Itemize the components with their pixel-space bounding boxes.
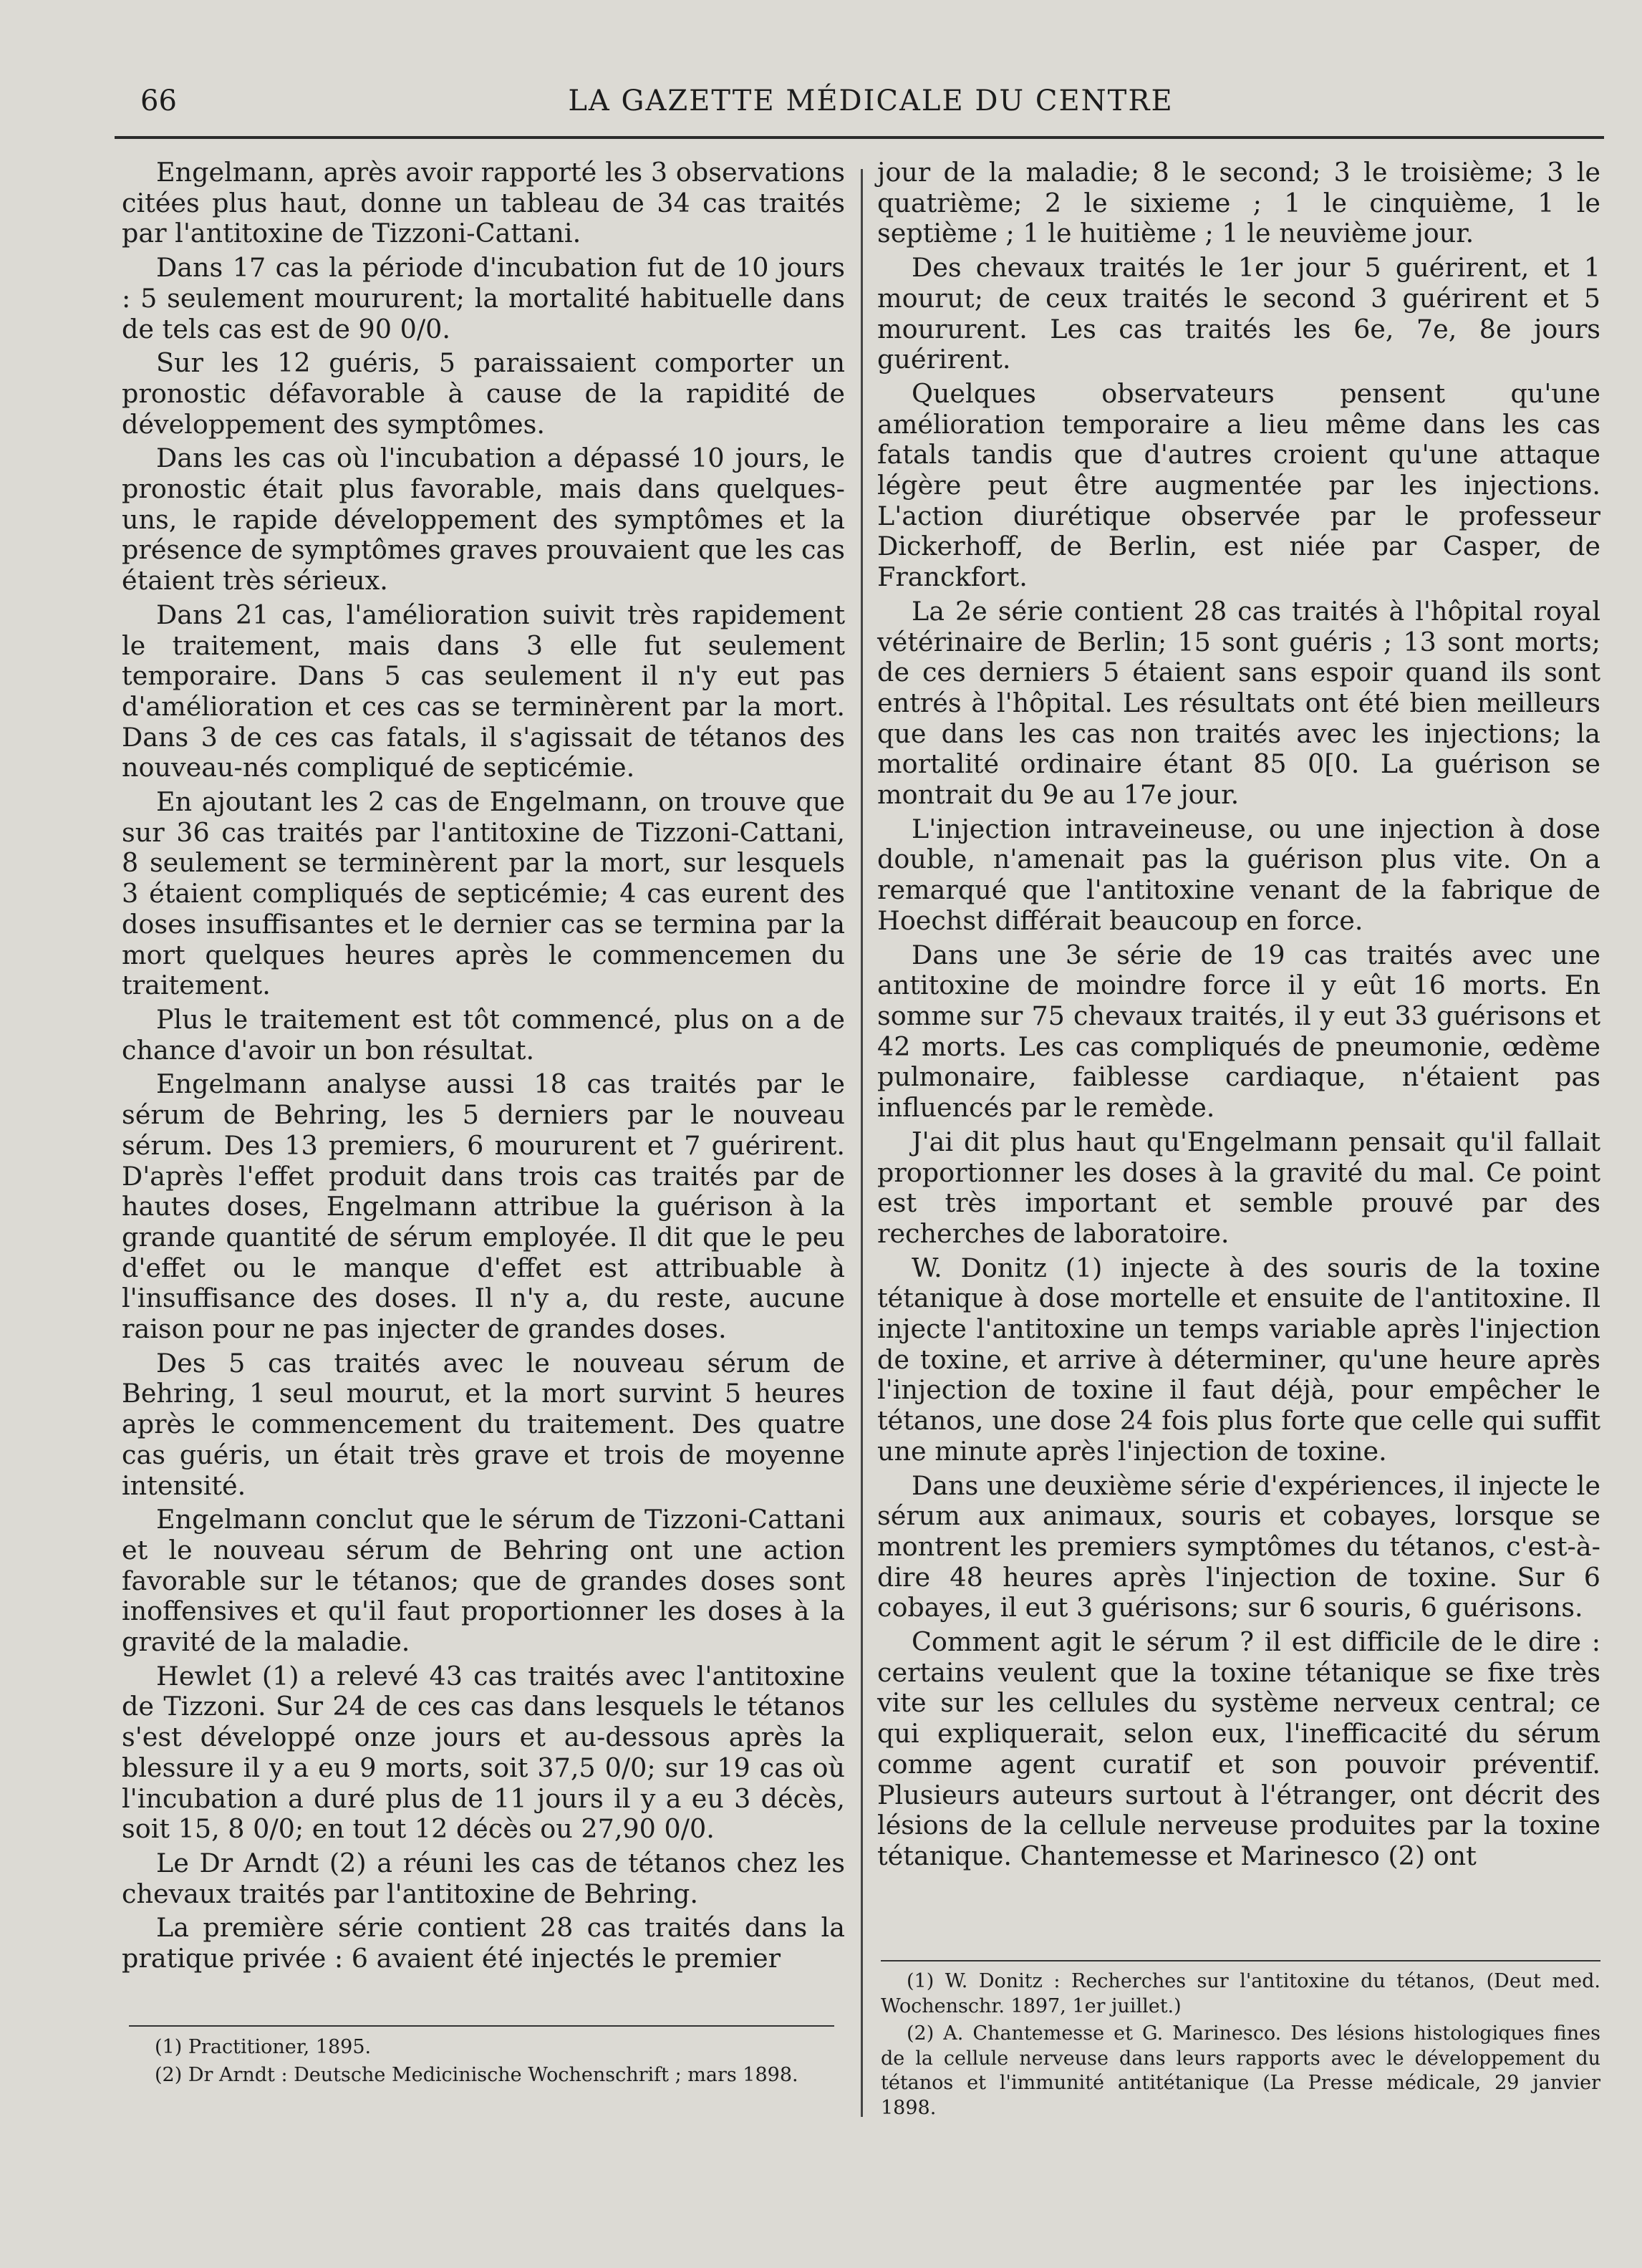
paragraph: Des chevaux traités le 1er jour 5 guérirent, et 1 mourut; de ceux traités le second 3 guérirent et 5 moururent. Les cas traités les 6e, 7e, 8e jours guérirent. — [877, 252, 1600, 375]
paragraph: Engelmann conclut que le sérum de Tizzoni-Cattani et le nouveau sérum de Behring ont une action favorable sur le tétanos; que de grandes doses sont inoffensives et qu'il faut proportionner les doses à la gravité de la maladie. — [122, 1504, 845, 1658]
paragraph: Engelmann, après avoir rapporté les 3 observations citées plus haut, donne un tableau de 34 cas traités par l'antitoxine de Tizzoni-Cattani. — [122, 157, 845, 249]
footnote: (1) W. Donitz : Recherches sur l'antitoxine du tétanos, (Deut med. Wochenschr. 1897, 1er juillet.) — [881, 1970, 1600, 2017]
paragraph: L'injection intraveineuse, ou une injection à dose double, n'amenait pas la guérison plus vite. On a remarqué que l'antitoxine venant de la fabrique de Hoechst différait beaucoup en force. — [877, 813, 1600, 936]
footnote-rule-right — [881, 1960, 1600, 1961]
paragraph: Dans 21 cas, l'amélioration suivit très rapidement le traitement, mais dans 3 elle fut seulement temporaire. Dans 5 cas seulement il n'y eut pas d'amélioration et ces cas se terminèrent par la mort. Dans 3 de ces cas fatals, il s'agissait de tétanos des nouveau-nés compliqué de septicémie. — [122, 599, 845, 783]
paragraph: Le Dr Arndt (2) a réuni les cas de tétanos chez les chevaux traités par l'antitoxine de Behring. — [122, 1847, 845, 1909]
footnote: (2) A. Chantemesse et G. Marinesco. Des lésions histologiques fines de la cellule nerveuse dans leurs rapports avec le développement du tétanos et l'immunité antitétanique (La Presse médicale, 29 janvier 1898. — [881, 2022, 1600, 2119]
page-header — [140, 85, 1601, 127]
paragraph: Hewlet (1) a relevé 43 cas traités avec l'antitoxine de Tizzoni. Sur 24 de ces cas dans lesquels le tétanos s'est développé onze jours et au-dessous après la blessure il y a eu 9 morts, soit 37,5 0/0; sur 19 cas où l'incubation a duré plus de 11 jours il y a eu 3 décès, soit 15, 8 0/0; en tout 12 décès ou 27,90 0/0. — [122, 1660, 845, 1845]
paragraph: Comment agit le sérum ? il est difficile de le dire : certains veulent que la toxine tétanique se fixe très vite sur les cellules du système nerveux central; ce qui expliquerait, selon eux, l'inefficacité du sérum comme agent curatif et son pouvoir préventif. Plusieurs auteurs surtout à l'étranger, ont décrit des lésions de la cellule nerveuse produites par la toxine tétanique. Chantemesse et Marinesco (2) ont — [877, 1626, 1600, 1871]
left-column — [122, 158, 845, 1974]
paragraph: J'ai dit plus haut qu'Engelmann pensait qu'il fallait proportionner les doses à la gravité du mal. Ce point est très important et semble prouvé par des recherches de laboratoire. — [877, 1126, 1600, 1249]
paragraph: Des 5 cas traités avec le nouveau sérum de Behring, 1 seul mourut, et la mort survint 5 heures après le commencement du traitement. Des quatre cas guéris, un était très grave et trois de moyenne intensité. — [122, 1347, 845, 1501]
paragraph: Dans 17 cas la période d'incubation fut de 10 jours : 5 seulement moururent; la mortalité habituelle dans de tels cas est de 90 0/0. — [122, 252, 845, 344]
paragraph: Sur les 12 guéris, 5 paraissaient comporter un pronostic défavorable à cause de la rapidité de développement des symptômes. — [122, 347, 845, 440]
page-number: 66 — [140, 85, 177, 117]
footnotes-left — [129, 2035, 834, 2090]
paragraph: En ajoutant les 2 cas de Engelmann, on trouve que sur 36 cas traités par l'antitoxine de Tizzoni-Cattani, 8 seulement se terminèrent par la mort, sur lesquels 3 étaient compliqués de septicémie; 4 cas eurent des doses insuffisantes et le dernier cas se termina par la mort quelques heures après le commencemen du traitement. — [122, 786, 845, 1001]
paragraph: Dans les cas où l'incubation a dépassé 10 jours, le pronostic était plus favorable, mais dans quelques-uns, le rapide développement des symptômes et la présence de symptômes graves prouvaient que les cas étaient très sérieux. — [122, 443, 845, 597]
paragraph: Dans une deuxième série d'expériences, il injecte le sérum aux animaux, souris et cobayes, lorsque se montrent les premiers symptômes du tétanos, c'est-à-dire 48 heures après l'injection de toxine. Sur 6 cobayes, il eut 3 guérisons; sur 6 souris, 6 guérisons. — [877, 1470, 1600, 1623]
journal-title: LA GAZETTE MÉDICALE DU CENTRE — [568, 85, 1174, 117]
paragraph: La première série contient 28 cas traités dans la pratique privée : 6 avaient été injectés le premier — [122, 1912, 845, 1974]
footnote-rule-left — [129, 2025, 834, 2027]
footnote: (1) Practitioner, 1895. — [155, 2036, 372, 2058]
column-divider — [861, 169, 863, 2117]
paragraph: Quelques observateurs pensent qu'une amélioration temporaire a lieu même dans les cas fatals tandis que d'autres croient qu'une attaque légère peut être augmentée par les injections. L'action diurétique observée par le professeur Dickerhoff, de Berlin, est niée par Casper, de Franckfort. — [877, 377, 1600, 593]
right-column — [877, 158, 1600, 1872]
footnotes-right — [881, 1969, 1600, 2123]
paragraph: W. Donitz (1) injecte à des souris de la toxine tétanique à dose mortelle et ensuite de l'antitoxine. Il injecte l'antitoxine un temps variable après l'injection de toxine, et arrive à déterminer, qu'une heure après l'injection de toxine il faut déjà, pour empêcher le tétanos, une dose 24 fois plus forte que celle qui suffit une minute après l'injection de toxine. — [877, 1252, 1600, 1467]
footnote: (2) Dr Arndt : Deutsche Medicinische Wochenschrift ; mars 1898. — [155, 2063, 798, 2086]
paragraph: Plus le traitement est tôt commencé, plus on a de chance d'avoir un bon résultat. — [122, 1003, 845, 1066]
paragraph-continuation: jour de la maladie; 8 le second; 3 le troisième; 3 le quatrième; 2 le sixieme ; 1 le cinquième, 1 le septième ; 1 le huitième ; 1 le neuvième jour. — [877, 157, 1600, 249]
header-rule — [115, 136, 1604, 139]
paragraph: La 2e série contient 28 cas traités à l'hôpital royal vétérinaire de Berlin; 15 sont guéris ; 13 sont morts; de ces derniers 5 étaient sans espoir quand ils sont entrés à l'hôpital. Les résultats ont été bien meilleurs que dans les cas non traités avec les injections; la mortalité ordinaire étant 85 0[0. La guérison se montrait du 9e au 17e jour. — [877, 595, 1600, 811]
paragraph: Engelmann analyse aussi 18 cas traités par le sérum de Behring, les 5 derniers par le nouveau sérum. Des 13 premiers, 6 moururent et 7 guérirent. D'après l'effet produit dans trois cas traités par de hautes doses, Engelmann attribue la guérison à la grande quantité de sérum employée. Il dit que le peu d'effet ou le manque d'effet est attribuable à l'insuffisance des doses. Il n'y a, du reste, aucune raison pour ne pas injecter de grandes doses. — [122, 1068, 845, 1345]
paragraph: Dans une 3e série de 19 cas traités avec une antitoxine de moindre force il y eût 16 morts. En somme sur 75 chevaux traités, il y eut 33 guérisons et 42 morts. Les cas compliqués de pneumonie, œdème pulmonaire, faiblesse cardiaque, n'étaient pas influencés par le remède. — [877, 939, 1600, 1124]
